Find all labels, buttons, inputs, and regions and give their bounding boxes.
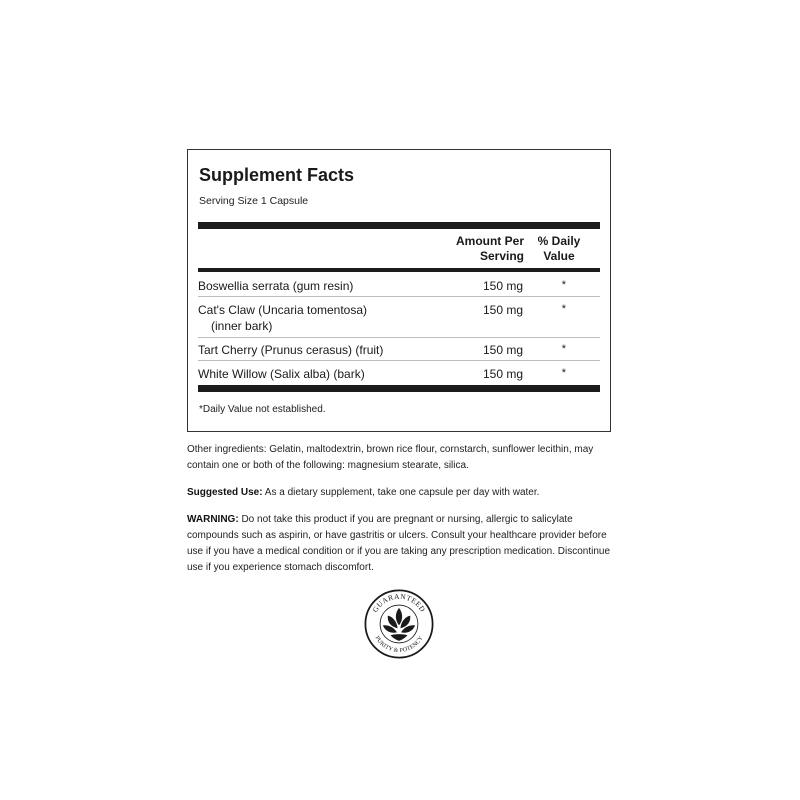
- amount-header-line1: Amount Per: [455, 234, 524, 248]
- other-ingredients: Other ingredients: Gelatin, maltodextrin, brown rice flour, cornstarch, sunflower lecithin, may contain one or both of the following: magnesium stearate, silica.: [187, 444, 594, 471]
- dv-header-line2: Value: [543, 249, 575, 263]
- ingredient-name: Boswellia serrata (gum resin): [198, 279, 354, 293]
- header-divider: [198, 268, 600, 272]
- thick-divider: [198, 222, 600, 229]
- suggested-use-label: Suggested Use:: [187, 487, 263, 498]
- row-divider: [198, 360, 600, 361]
- ingredient-name: White Willow (Salix alba) (bark): [198, 367, 365, 381]
- warning-text: Do not take this product if you are pregnant or nursing, allergic to salicylate compounds such as aspirin, or have gastritis or ulcers. Consult your healthcare provider before use if you have a medical condition or if you are taking any prescription medication. Discontinue use if you experience stomach discomfort.: [187, 514, 611, 573]
- daily-value-footnote: *Daily Value not established.: [199, 404, 326, 415]
- row-divider: [198, 337, 600, 338]
- guaranteed-purity-potency-seal-icon: [364, 589, 434, 659]
- amount-per-serving-header: [414, 234, 524, 264]
- ingredient-name-line2: (inner bark): [211, 319, 273, 333]
- ingredient-daily-value: *: [561, 303, 566, 315]
- suggested-use-text: As a dietary supplement, take one capsule per day with water.: [262, 487, 540, 498]
- serving-size: Serving Size 1 Capsule: [199, 195, 309, 207]
- warning-label: WARNING:: [187, 514, 239, 525]
- ingredient-name: [198, 302, 367, 334]
- leaf-cluster-icon: [383, 608, 415, 641]
- ingredient-daily-value: *: [561, 343, 566, 355]
- dv-header-line1: % Daily: [537, 234, 581, 248]
- ingredient-amount: 150 mg: [482, 343, 523, 357]
- ingredient-daily-value: *: [561, 367, 566, 379]
- ingredient-name: Tart Cherry (Prunus cerasus) (fruit): [198, 343, 384, 357]
- seal-bottom-text: PURITY & POTENCY: [373, 635, 425, 655]
- ingredient-name-line1: Cat's Claw (Uncaria tomentosa): [198, 303, 368, 317]
- row-divider: [198, 296, 600, 297]
- ingredient-daily-value: *: [561, 279, 566, 291]
- bottom-thick-divider: [198, 385, 600, 392]
- suggested-use: [187, 485, 612, 501]
- ingredient-amount: 150 mg: [482, 367, 523, 381]
- supplement-facts-panel: [187, 149, 611, 432]
- seal-top-text: GUARANTEED: [370, 591, 428, 614]
- daily-value-header: [529, 234, 589, 264]
- ingredient-amount: 150 mg: [482, 279, 523, 293]
- ingredient-amount: 150 mg: [482, 303, 523, 317]
- warning: [187, 512, 612, 576]
- facts-title: Supplement Facts: [199, 165, 355, 185]
- amount-header-line2: Serving: [479, 249, 524, 263]
